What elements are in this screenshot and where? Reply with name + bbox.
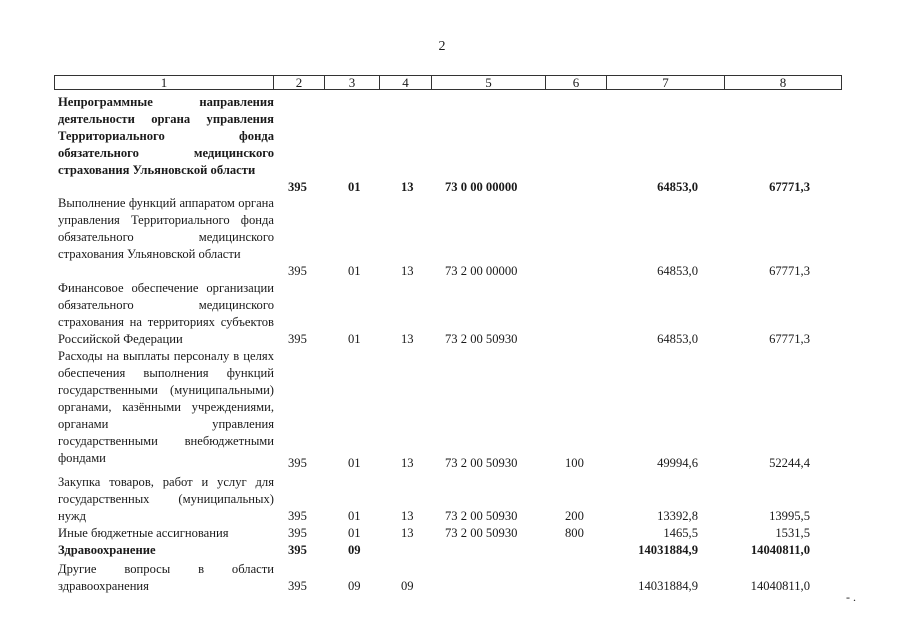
row-col-3: 09 — [348, 543, 361, 557]
row-col-8: 52244,4 — [769, 456, 810, 470]
row-col-4: 13 — [401, 180, 414, 194]
row-name: Закупка товаров, работ и услуг для государственных (муниципальных) нужд — [58, 475, 274, 523]
row-name: Расходы на выплаты персоналу в целях обеспечения выполнения функций государственными (муниципальными) органами, казёнными учреждениями, органами управления государственными внебюджетными фондами — [58, 349, 274, 465]
row-col-3: 01 — [348, 456, 361, 470]
row-col-4: 13 — [401, 332, 414, 346]
row-col-7: 64853,0 — [657, 180, 698, 194]
row-name: Непрограммные направления деятельности органа управления Территориального фонда обязательного медицинского страхования Ульяновской области — [58, 95, 274, 177]
row-col-2: 395 — [288, 180, 307, 194]
row-col-7: 49994,6 — [657, 456, 698, 470]
row-col-4: 13 — [401, 526, 414, 540]
row-name: Финансовое обеспечение организации обязательного медицинского страхования на территориях субъектов Российской Федерации — [58, 281, 274, 346]
row-col-8: 14040811,0 — [750, 579, 810, 593]
row-col-8: 1531,5 — [775, 526, 810, 540]
row-col-3: 01 — [348, 332, 361, 346]
row-col-2: 395 — [288, 543, 307, 557]
row-col-2: 395 — [288, 332, 307, 346]
row-col-8: 67771,3 — [769, 332, 810, 346]
row-col-5: 73 2 00 00000 — [445, 264, 518, 278]
row-col-3: 01 — [348, 180, 361, 194]
row-col-7: 14031884,9 — [638, 579, 698, 593]
row-name: Здравоохранение — [58, 543, 156, 557]
row-col-4: 13 — [401, 509, 414, 523]
row-col-2: 395 — [288, 264, 307, 278]
page-number: 2 — [438, 39, 446, 54]
row-col-2: 395 — [288, 579, 307, 593]
header-col-7: 7 — [606, 75, 725, 90]
row-col-7: 14031884,9 — [638, 543, 698, 557]
header-col-3: 3 — [324, 75, 380, 90]
row-col-8: 67771,3 — [769, 264, 810, 278]
row-col-5: 73 2 00 50930 — [445, 526, 518, 540]
row-name: Выполнение функций аппаратом органа управления Территориального фонда обязательного медицинского страхования Ульяновской области — [58, 196, 274, 261]
row-col-7: 64853,0 — [657, 332, 698, 346]
row-col-2: 395 — [288, 526, 307, 540]
row-col-6: 200 — [565, 509, 584, 523]
row-col-3: 01 — [348, 264, 361, 278]
row-col-3: 01 — [348, 526, 361, 540]
row-col-7: 64853,0 — [657, 264, 698, 278]
header-col-4: 4 — [379, 75, 432, 90]
row-col-2: 395 — [288, 509, 307, 523]
row-col-3: 01 — [348, 509, 361, 523]
row-col-5: 73 2 00 50930 — [445, 509, 518, 523]
header-col-6: 6 — [545, 75, 607, 90]
header-col-1: 1 — [54, 75, 274, 90]
row-col-8: 13995,5 — [769, 509, 810, 523]
row-col-6: 800 — [565, 526, 584, 540]
row-col-4: 13 — [401, 264, 414, 278]
row-col-2: 395 — [288, 456, 307, 470]
row-col-8: 67771,3 — [769, 180, 810, 194]
row-col-5: 73 0 00 00000 — [445, 180, 518, 194]
scan-marks: - . — [846, 590, 856, 604]
row-col-6: 100 — [565, 456, 584, 470]
row-col-8: 14040811,0 — [750, 543, 810, 557]
header-col-2: 2 — [273, 75, 325, 90]
row-col-3: 09 — [348, 579, 361, 593]
row-col-7: 1465,5 — [663, 526, 698, 540]
row-col-5: 73 2 00 50930 — [445, 456, 518, 470]
header-col-8: 8 — [724, 75, 842, 90]
row-col-4: 09 — [401, 579, 414, 593]
row-name: Иные бюджетные ассигнования — [58, 526, 229, 540]
row-name: Другие вопросы в области здравоохранения — [58, 562, 274, 593]
row-col-7: 13392,8 — [657, 509, 698, 523]
row-col-5: 73 2 00 50930 — [445, 332, 518, 346]
header-col-5: 5 — [431, 75, 546, 90]
row-col-4: 13 — [401, 456, 414, 470]
